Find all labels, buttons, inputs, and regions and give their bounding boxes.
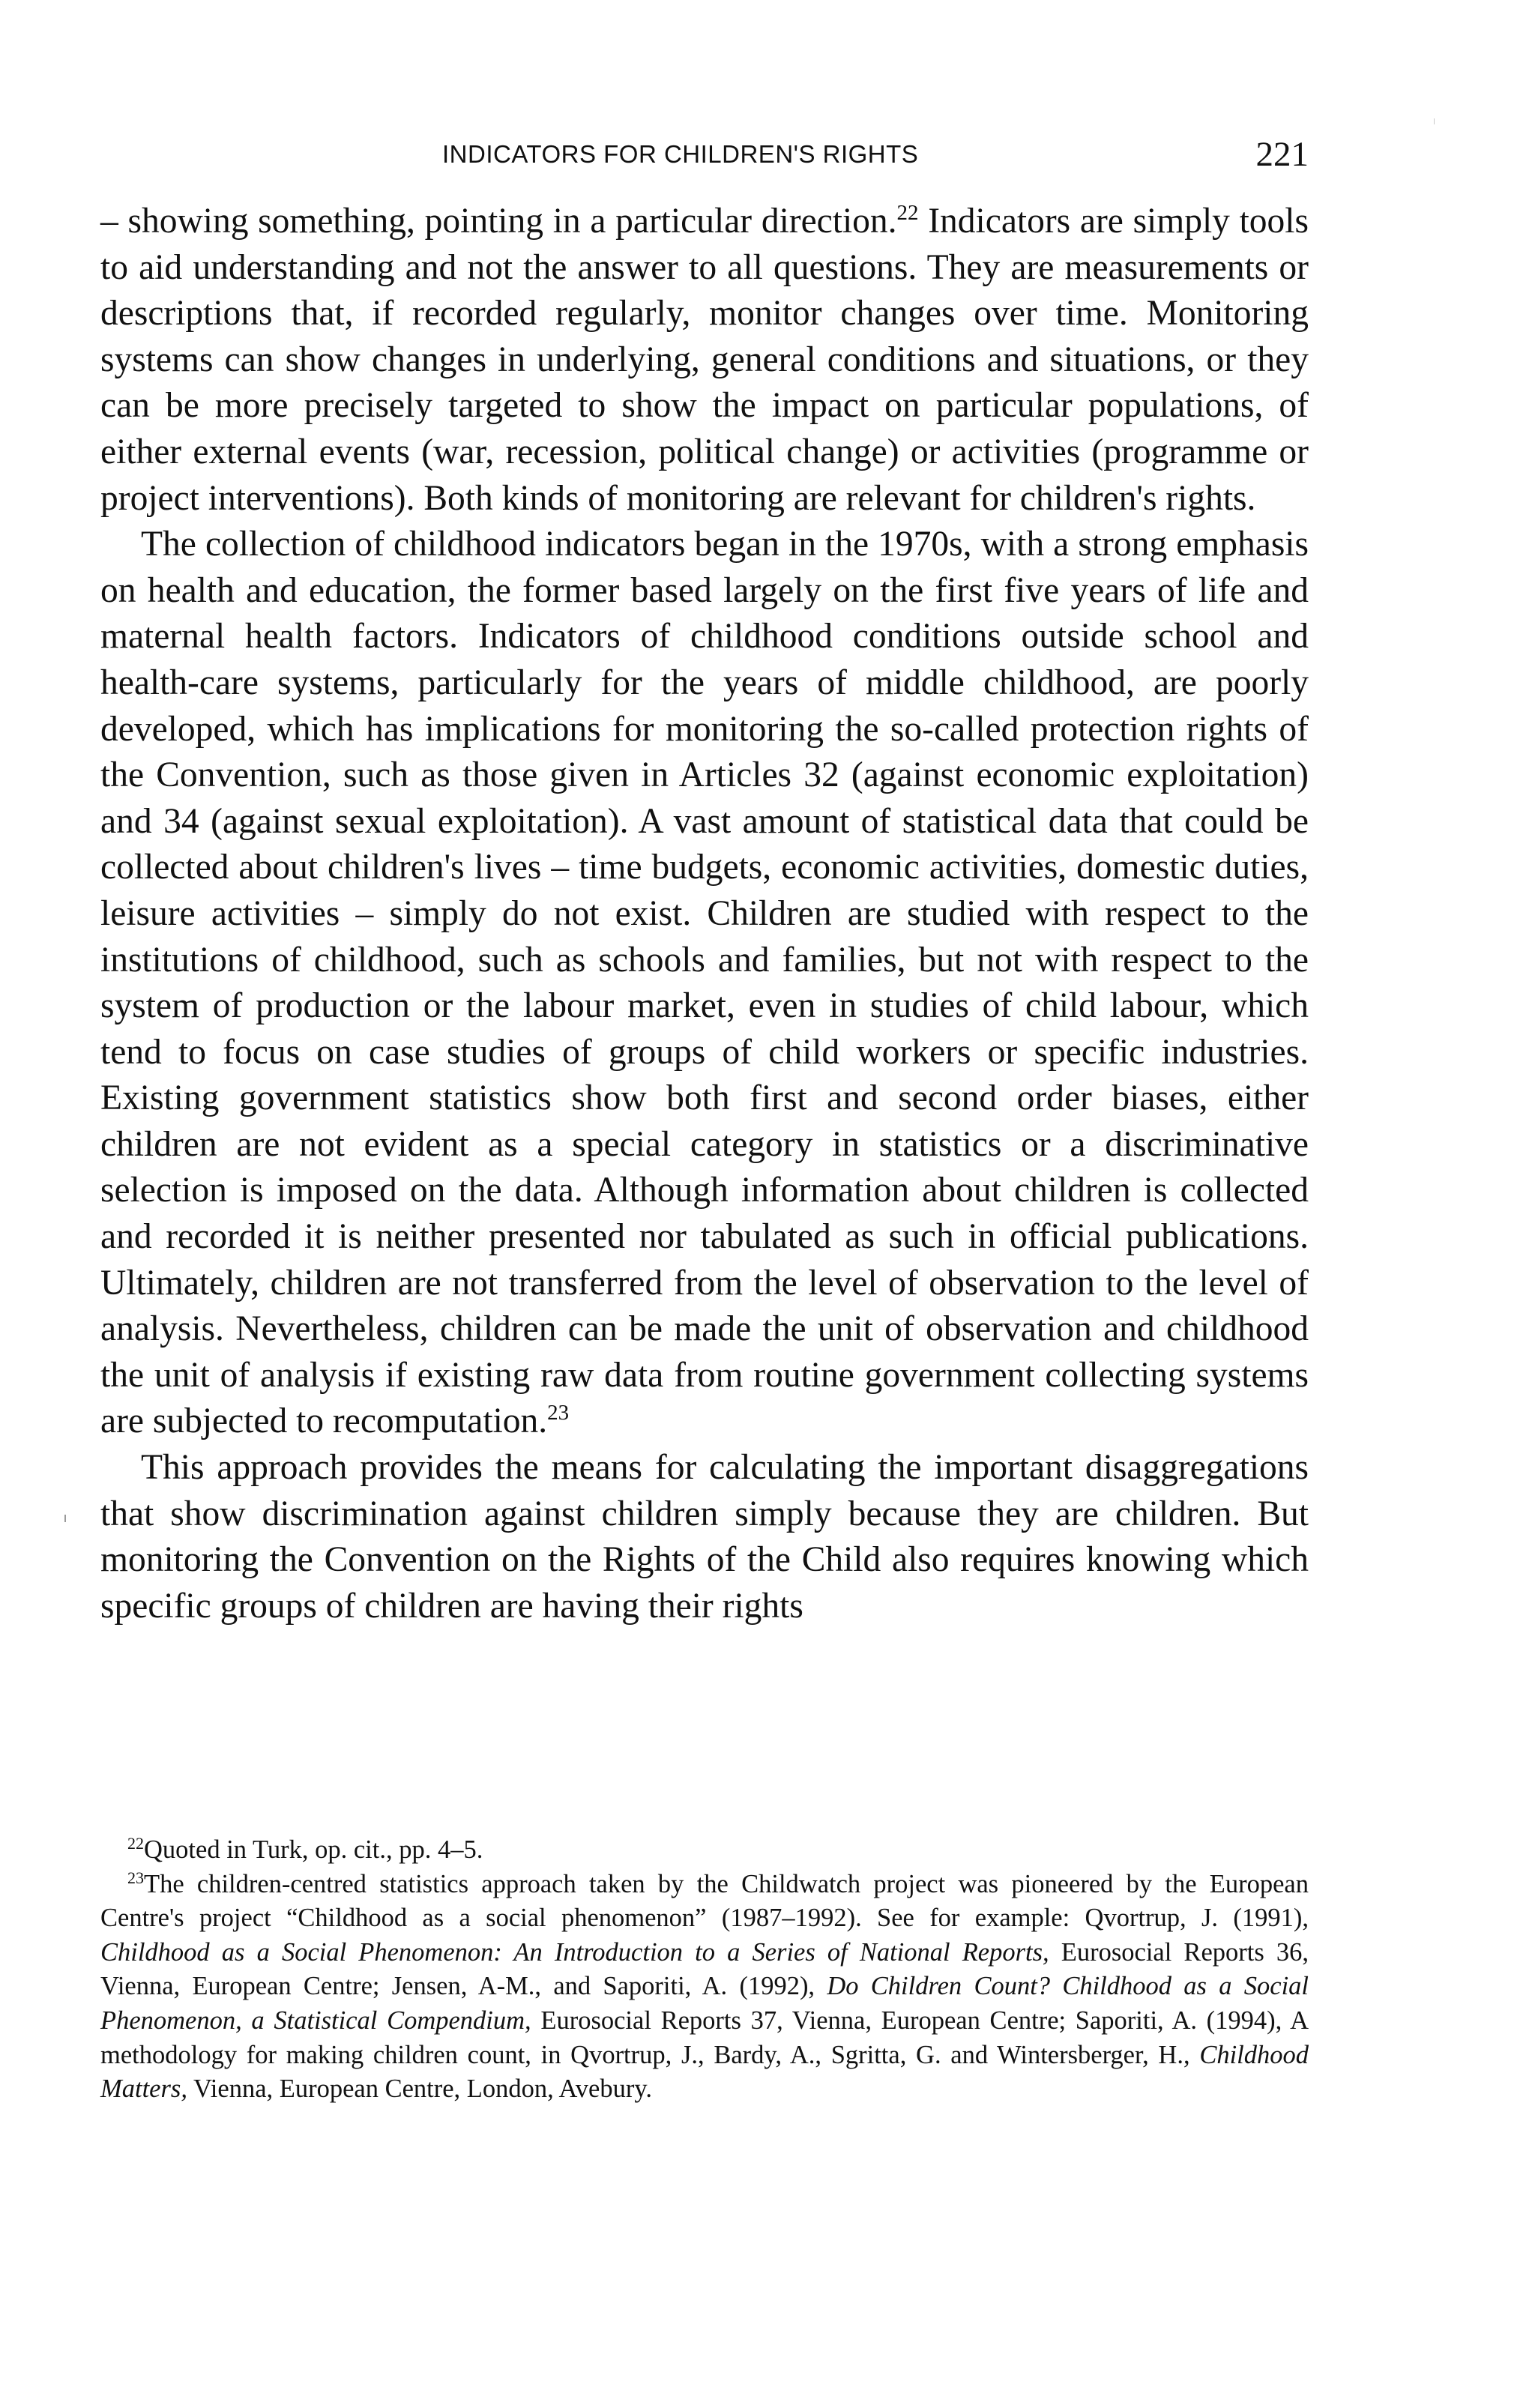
paragraph-1 bbox=[100, 199, 1309, 522]
footnote-23-title-3: Childhood Matters, bbox=[100, 2040, 1309, 2104]
footnote-23 bbox=[100, 1868, 1309, 2107]
footnote-23-number: 23 bbox=[127, 1868, 144, 1887]
paragraph-3-text: This approach provides the means for calculating the important disaggregations that show discrimination against children simply because they are children. But monitoring the Convention on the Rights of the Child also requires knowing which specific groups of children are having their rights bbox=[100, 1448, 1309, 1626]
paragraph-1-text-b: Indicators are simply tools to aid understanding and not the answer to all questions. They are measurements or descriptions that, if recorded regularly, monitor changes over time. Monitoring systems can show changes in underlying, general conditions and situations, or they can be more precisely targeted to show the impact on particular populations, of either external events (war, recession, political change) or activities (programme or project interventions). Both kinds of monitoring are relevant for children's rights. bbox=[100, 202, 1309, 518]
footnote-23-title-1: Childhood as a Social Phenomenon: An Introduction to a Series of National Reports, bbox=[100, 1937, 1049, 1967]
page-header bbox=[100, 132, 1309, 177]
footnote-ref-22: 22 bbox=[896, 201, 919, 225]
footnotes bbox=[100, 1833, 1309, 2107]
footnote-23-text-b: Eurosocial Reports 36, Vienna, European Centre; Jensen, A-M., and Saporiti, A. (1992), bbox=[100, 1937, 1309, 2001]
margin-mark bbox=[64, 1515, 66, 1522]
footnote-23-text-a: The children-centred statistics approach taken by the Childwatch project was pioneered by the European Centre's project “Childhood as a social phenomenon” (1987–1992). See for example: Qvortrup, J. (1991), bbox=[100, 1869, 1309, 1933]
paragraph-2-text: The collection of childhood indicators began in the 1970s, with a strong emphasis on health and education, the former based largely on the first five years of life and maternal health factors. Indicators of childhood conditions outside school and health-care systems, particularly for the years of middle childhood, are poorly developed, which has implications for monitoring the so-called protection rights of the Convention, such as those given in Articles 32 (against economic exploitation) and 34 (against sexual exploitation). A vast amount of statistical data that could be collected about children's lives – time budgets, economic activities, domestic duties, leisure activities – simply do not exist. Children are studied with respect to the institutions of childhood, such as schools and families, but not with respect to the system of production or the labour market, even in studies of child labour, which tend to focus on case studies of groups of child workers or specific industries. Existing government statistics show both first and second order biases, either children are not evident as a special category in statistics or a discriminative selection is imposed on the data. Although information about children is collected and recorded it is neither presented nor tabulated as such in official publications. Ultimately, children are not transferred from the level of observation to the level of analysis. Nevertheless, children can be made the unit of observation and childhood the unit of analysis if existing raw data from routine government collecting systems are subjected to recomputation. bbox=[100, 525, 1309, 1441]
body-text bbox=[100, 199, 1309, 1629]
running-head: INDICATORS FOR CHILDREN'S RIGHTS bbox=[442, 140, 919, 168]
paragraph-3 bbox=[100, 1445, 1309, 1629]
footnote-23-title-2: Do Children Count? Childhood as a Social Phenomenon, a Statistical Compendium, bbox=[100, 1972, 1309, 2035]
footnote-22 bbox=[100, 1833, 1309, 1868]
page-number: 221 bbox=[1255, 135, 1309, 174]
paragraph-2 bbox=[100, 522, 1309, 1445]
footnote-22-text: Quoted in Turk, op. cit., pp. 4–5. bbox=[144, 1835, 483, 1864]
footnote-23-text-d: Vienna, European Centre, London, Avebury. bbox=[187, 2074, 652, 2104]
footnote-ref-23: 23 bbox=[547, 1401, 570, 1425]
paragraph-1-text-a: – showing something, pointing in a particular direction. bbox=[100, 202, 897, 241]
footnote-22-number: 22 bbox=[127, 1834, 144, 1853]
scan-mark bbox=[1434, 118, 1435, 124]
footnote-23-text-c: Eurosocial Reports 37, Vienna, European Centre; Saporiti, A. (1994), A methodology for making children count, in Qvortrup, J., Bardy, A., Sgritta, G. and Wintersberger, H., bbox=[100, 2006, 1309, 2069]
